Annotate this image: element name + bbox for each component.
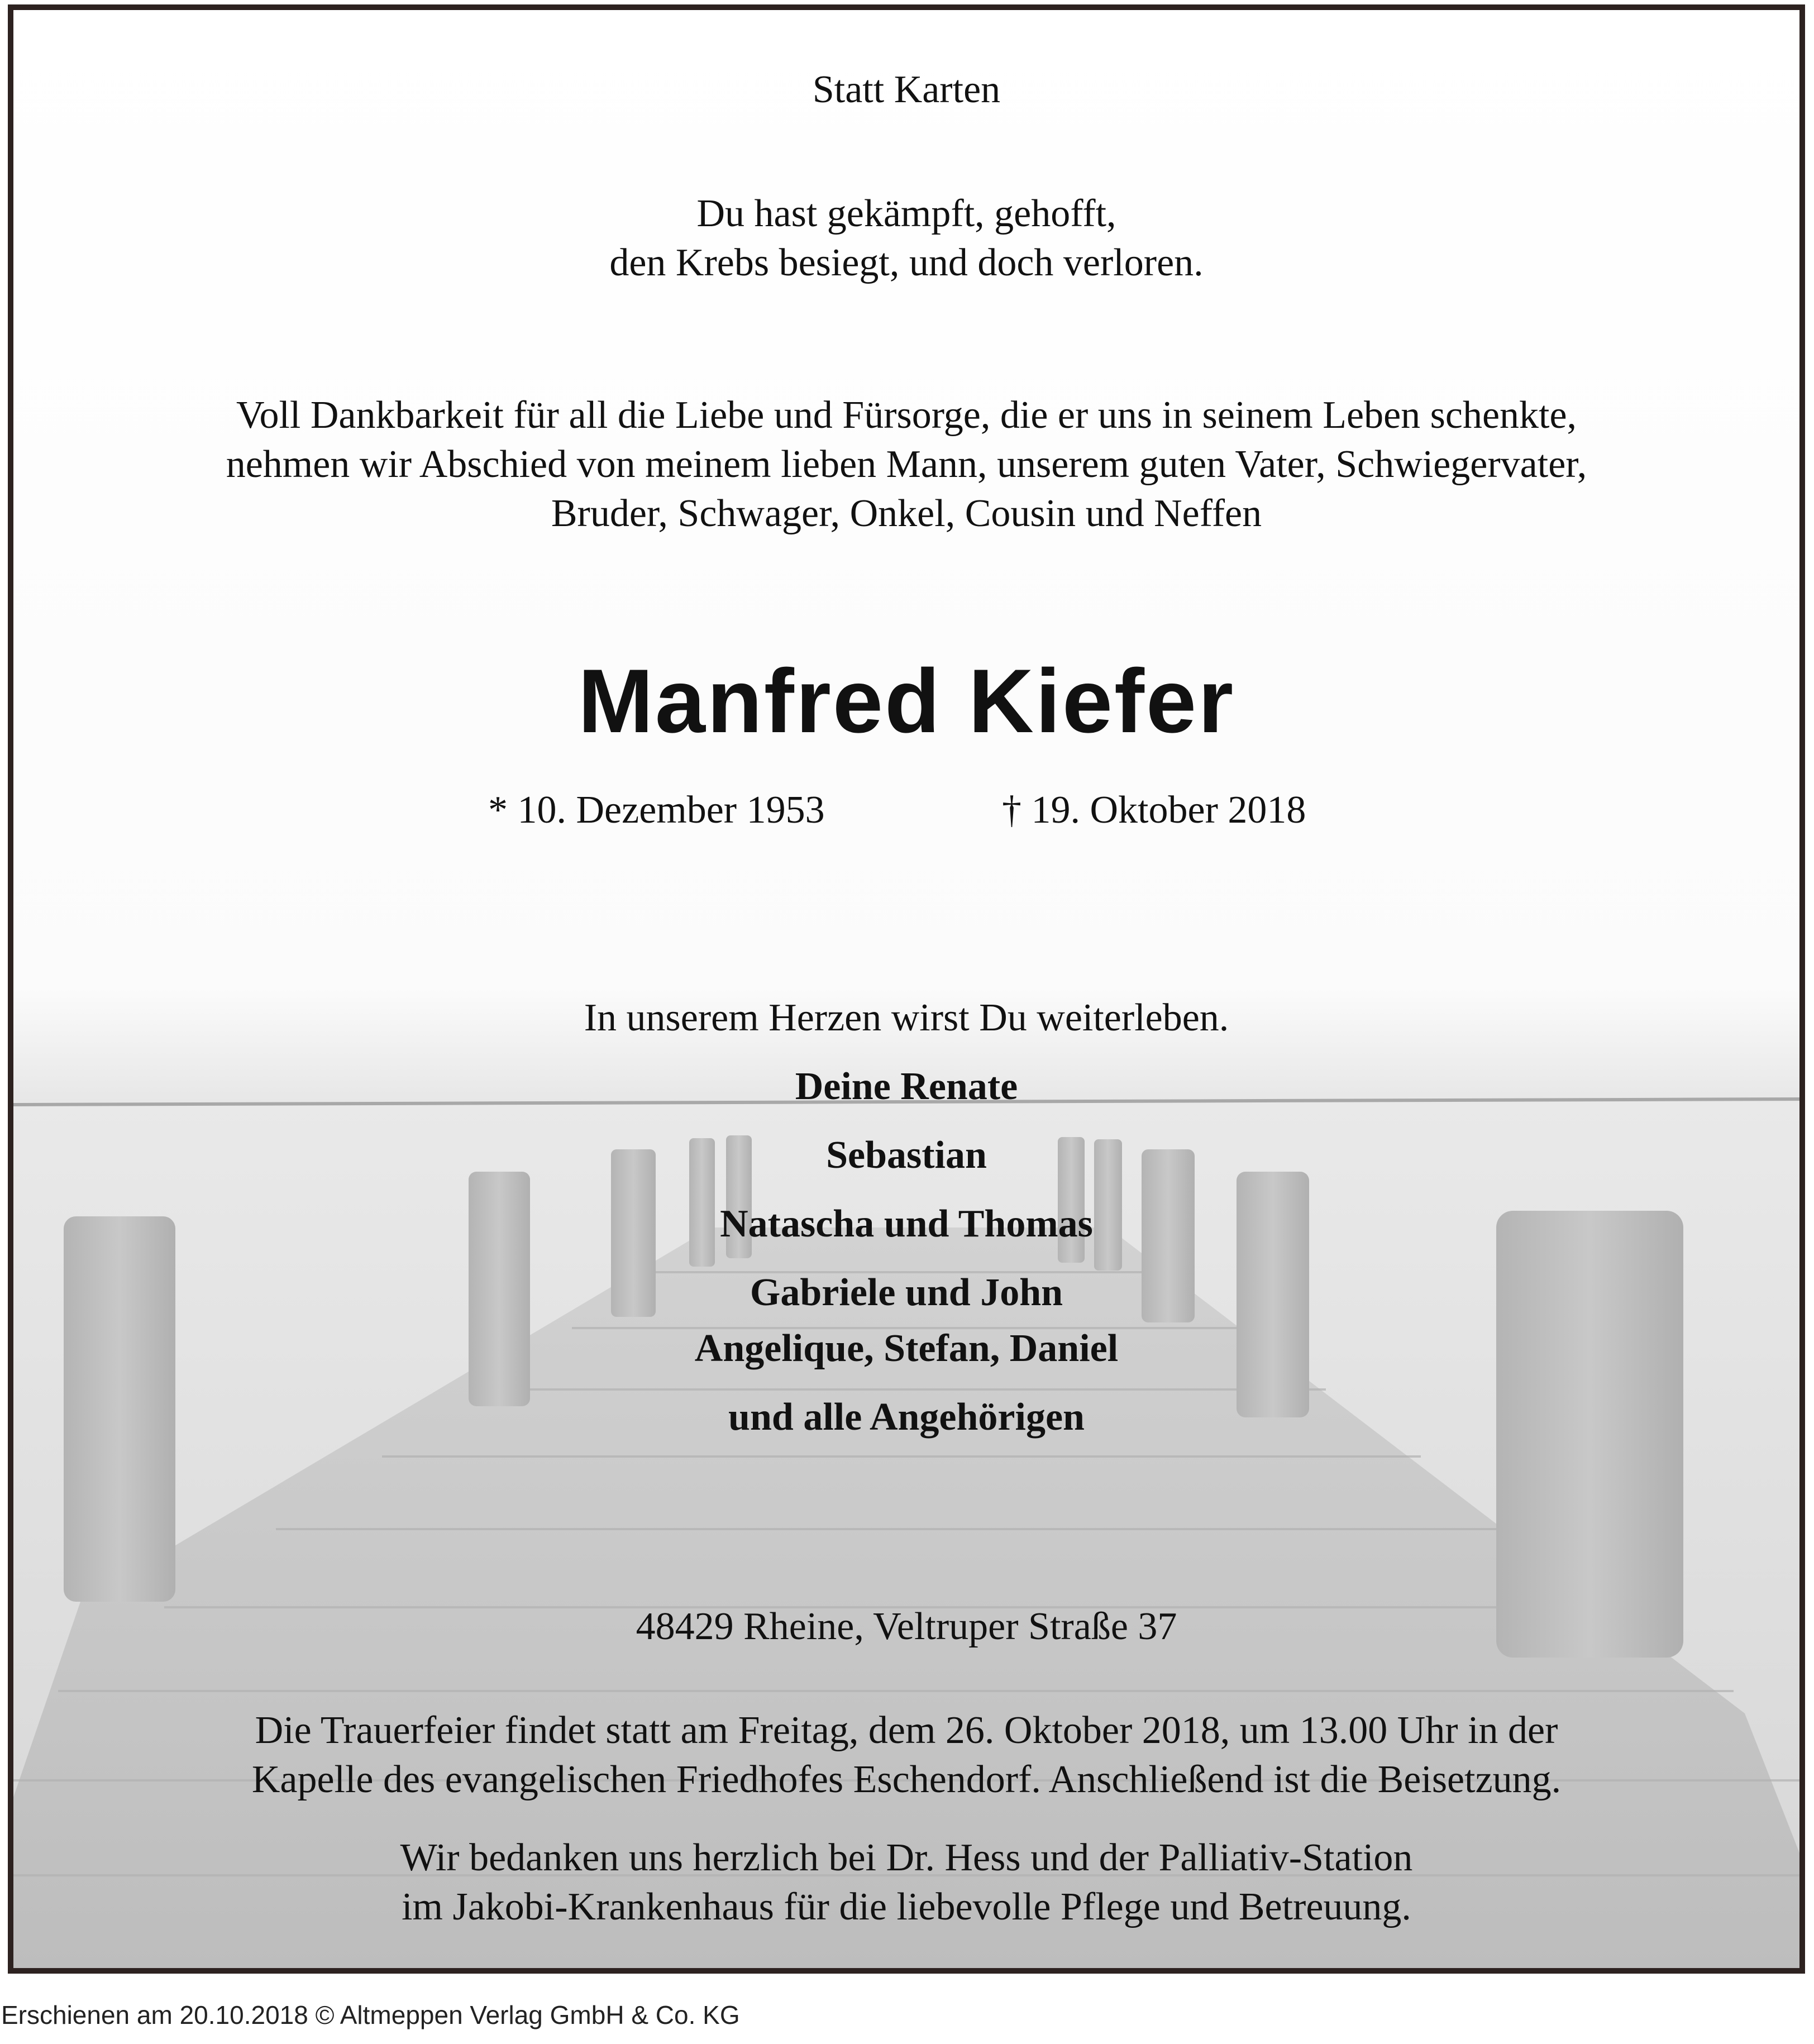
- service-line: Die Trauerfeier findet statt am Freitag, dem 26. Oktober 2018, um 13.00 Uhr in der: [255, 1709, 1558, 1752]
- death-date: † 19. Oktober 2018: [1002, 789, 1306, 832]
- mourner-name: Gabriele und John: [750, 1271, 1063, 1314]
- obituary-notice: [8, 4, 1805, 1974]
- publication-footer: Erschienen am 20.10.2018 © Altmeppen Verlag GmbH & Co. KG: [1, 2000, 740, 2029]
- mourner-name: Natascha und Thomas: [720, 1202, 1093, 1245]
- mourner-name: Sebastian: [826, 1134, 987, 1177]
- mourner-name: Deine Renate: [795, 1065, 1018, 1108]
- address-line: 48429 Rheine, Veltruper Straße 37: [636, 1605, 1177, 1648]
- deceased-name: Manfred Kiefer: [577, 651, 1235, 752]
- notice-heading: Statt Karten: [812, 68, 1001, 111]
- birth-date: * 10. Dezember 1953: [488, 789, 825, 832]
- intro-line: Bruder, Schwager, Onkel, Cousin und Neffen: [551, 492, 1262, 535]
- thanks-line: im Jakobi-Krankenhaus für die liebevolle Pflege und Betreuung.: [402, 1885, 1411, 1928]
- quote-line: den Krebs besiegt, und doch verloren.: [609, 241, 1204, 284]
- intro-line: nehmen wir Abschied von meinem lieben Mann, unserem guten Vater, Schwiegervater,: [226, 443, 1587, 486]
- jetty-background-image: [13, 10, 1799, 1968]
- thanks-line: Wir bedanken uns herzlich bei Dr. Hess und der Palliativ-Station: [400, 1836, 1413, 1879]
- remembrance-line: In unserem Herzen wirst Du weiterleben.: [584, 996, 1229, 1039]
- intro-line: Voll Dankbarkeit für all die Liebe und Fürsorge, die er uns in seinem Leben schenkte,: [236, 394, 1577, 437]
- service-line: Kapelle des evangelischen Friedhofes Eschendorf. Anschließend ist die Beisetzung.: [251, 1758, 1562, 1801]
- mourner-name: Angelique, Stefan, Daniel: [694, 1327, 1119, 1370]
- quote-line: Du hast gekämpft, gehofft,: [696, 192, 1116, 235]
- mourner-name: und alle Angehörigen: [728, 1396, 1085, 1439]
